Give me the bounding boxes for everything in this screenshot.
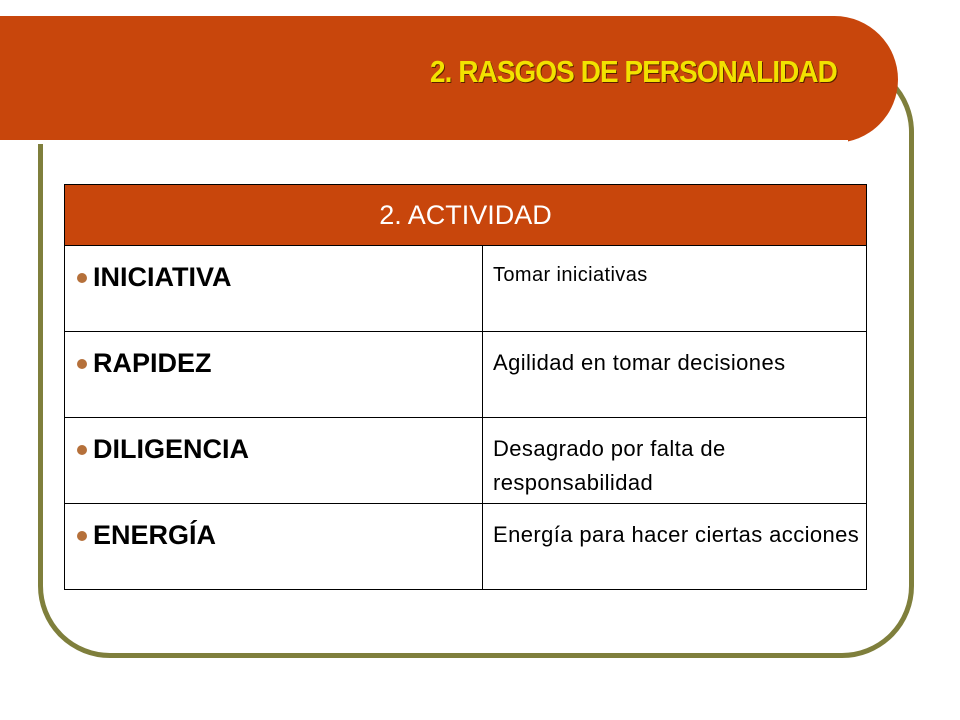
table-row (65, 332, 867, 418)
trait-cell (65, 332, 483, 418)
bullet-icon (77, 359, 87, 369)
bullet-icon (77, 531, 87, 541)
trait-cell (65, 418, 483, 504)
table-row (65, 418, 867, 504)
trait-table (64, 184, 867, 590)
description-cell (483, 418, 867, 504)
trait-cell (65, 504, 483, 590)
trait-description: Energía para hacer ciertas acciones (493, 522, 860, 547)
description-cell (483, 504, 867, 590)
table-row (65, 504, 867, 590)
header-divider (0, 140, 848, 144)
bullet-icon (77, 273, 87, 283)
slide-title: 2. RASGOS DE PERSONALIDAD (430, 54, 837, 89)
trait-name: ENERGÍA (93, 520, 217, 550)
trait-description: Tomar iniciativas (493, 264, 648, 286)
trait-name: RAPIDEZ (93, 348, 212, 378)
table-row (65, 246, 867, 332)
table-header: 2. ACTIVIDAD (65, 185, 867, 246)
trait-name: INICIATIVA (93, 262, 232, 292)
trait-cell (65, 246, 483, 332)
description-cell (483, 246, 867, 332)
trait-description: Desagrado por falta de responsabilidad (493, 436, 726, 495)
bullet-icon (77, 445, 87, 455)
trait-name: DILIGENCIA (93, 434, 250, 464)
trait-description: Agilidad en tomar decisiones (493, 350, 786, 375)
description-cell (483, 332, 867, 418)
